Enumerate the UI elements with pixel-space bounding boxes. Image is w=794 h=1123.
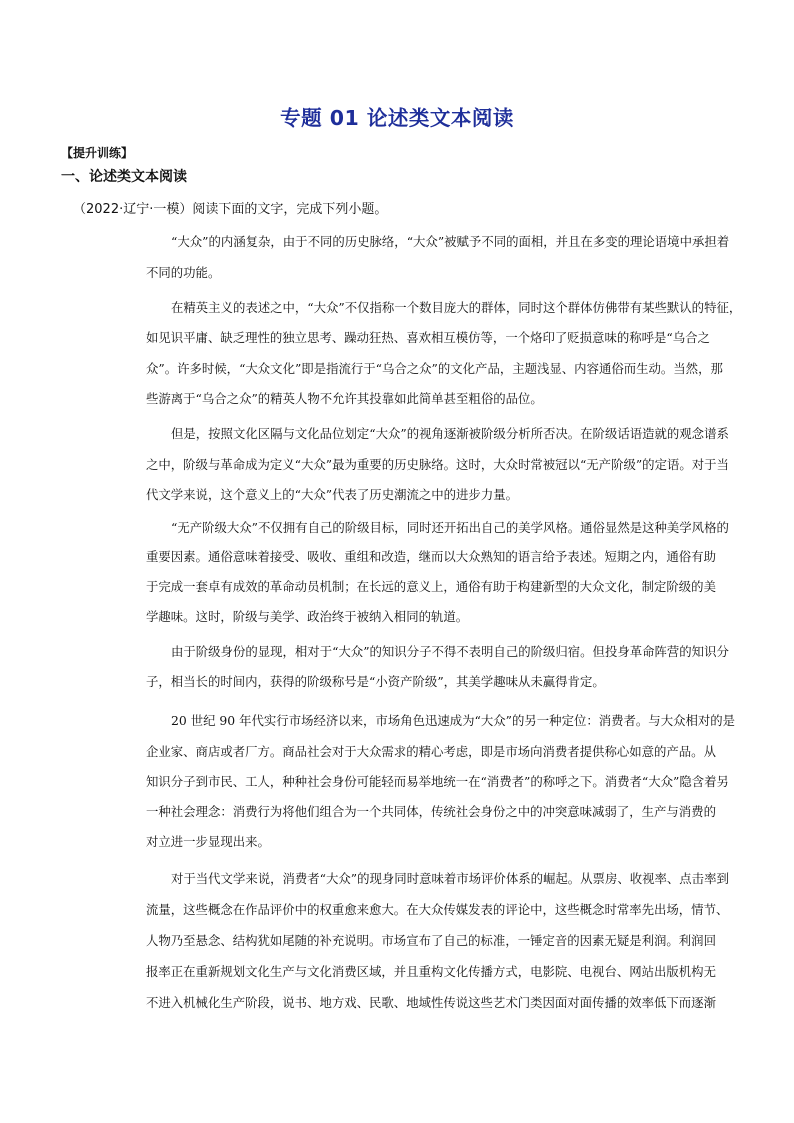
passage-line: 代文学来说，这个意义上的“大众”代表了历史潮流之中的进步力量。 — [146, 487, 518, 502]
passage-line: 但是，按照文化区隔与文化品位划定“大众”的视角逐渐被阶级分析所否决。在阶级话语造就的观念谱系 — [171, 426, 729, 441]
page-title: 专题 01 论述类文本阅读 — [280, 106, 514, 130]
passage-line: 众”。许多时候，“大众文化”即是指流行于“乌合之众”的文化产品，主题浅显、内容通俗而生动。当然，那 — [146, 361, 723, 376]
passage-line: “大众”的内涵复杂，由于不同的历史脉络，“大众”被赋予不同的面相，并且在多变的理论语境中承担着 — [171, 234, 730, 249]
passage-line: 20 世纪 90 年代实行市场经济以来，市场角色迅速成为“大众”的另一种定位：消费者。与大众相对的是 — [171, 713, 736, 728]
passage-line: 报率正在重新规划文化生产与文化消费区域，并且重构文化传播方式，电影院、电视台、网站出版机构无 — [146, 964, 716, 979]
passage-line: 对立进一步显现出来。 — [146, 834, 270, 849]
passage-line: 知识分子到市民、工人，种种社会身份可能轻而易举地统一在“消费者”的称呼之下。消费者“大众”隐含着另 — [146, 774, 729, 789]
passage-line: 学趣味。这时，阶级与美学、政治终于被纳入相同的轨道。 — [146, 609, 469, 624]
passage-line: 在精英主义的表述之中，“大众”不仅指称一个数目庞大的群体，同时这个群体仿佛带有某些默认的特征， — [171, 300, 742, 315]
section-heading: 一、论述类文本阅读 — [61, 169, 187, 185]
passage-line: 些游离于“乌合之众”的精英人物不允许其投靠如此简单甚至粗俗的品位。 — [146, 391, 543, 406]
passage-line: 企业家、商店或者厂方。商品社会对于大众需求的精心考虑，即是市场向消费者提供称心如意的产品。从 — [146, 744, 716, 759]
passage-line: 由于阶级身份的显现，相对于“大众”的知识分子不得不表明自己的阶级归宿。但投身革命阵营的知识分 — [171, 644, 729, 659]
passage-line: 人物乃至悬念、结构犹如尾随的补充说明。市场宣布了自己的标准，一锤定音的因素无疑是利润。利润回 — [146, 933, 716, 948]
passage-line: 重要因素。通俗意味着接受、吸收、重组和改造，继而以大众熟知的语言给予表述。短期之内，通俗有助 — [146, 549, 716, 564]
question-intro: （2022·辽宁·一模）阅读下面的文字，完成下列小题。 — [73, 202, 388, 217]
passage-line: 不进入机械化生产阶段，说书、地方戏、民歌、地域性传说这些艺术门类因面对面传播的效率低下而逐渐 — [146, 995, 716, 1010]
section-tag: 【提升训练】 — [61, 146, 134, 160]
passage-line: 不同的功能。 — [146, 265, 221, 280]
passage-line: 流量，这些概念在作品评价中的权重愈来愈大。在大众传媒发表的评论中，这些概念时常率先出场，情节、 — [146, 902, 729, 917]
passage-line: 一种社会理念：消费行为将他们组合为一个共同体，传统社会身份之中的冲突意味减弱了，生产与消费的 — [146, 804, 716, 819]
passage-line: 对于当代文学来说，消费者“大众”的现身同时意味着市场评价体系的崛起。从票房、收视率、点击率到 — [171, 871, 729, 886]
passage-line: 如见识平庸、缺乏理性的独立思考、躁动狂热、喜欢相互模仿等，一个烙印了贬损意味的称呼是“乌合之 — [146, 330, 710, 345]
passage-line: 子，相当长的时间内，获得的阶级称号是“小资产阶级”，其美学趣味从未赢得肯定。 — [146, 674, 605, 689]
passage-line: 于完成一套卓有成效的革命动员机制；在长远的意义上，通俗有助于构建新型的大众文化，制定阶级的美 — [146, 579, 716, 594]
passage-line: 之中，阶级与革命成为定义“大众”最为重要的历史脉络。这时，大众时常被冠以“无产阶级”的定语。对于当 — [146, 457, 729, 472]
passage-line: “无产阶级大众”不仅拥有自己的阶级目标，同时还开拓出自己的美学风格。通俗显然是这种美学风格的 — [171, 520, 729, 535]
